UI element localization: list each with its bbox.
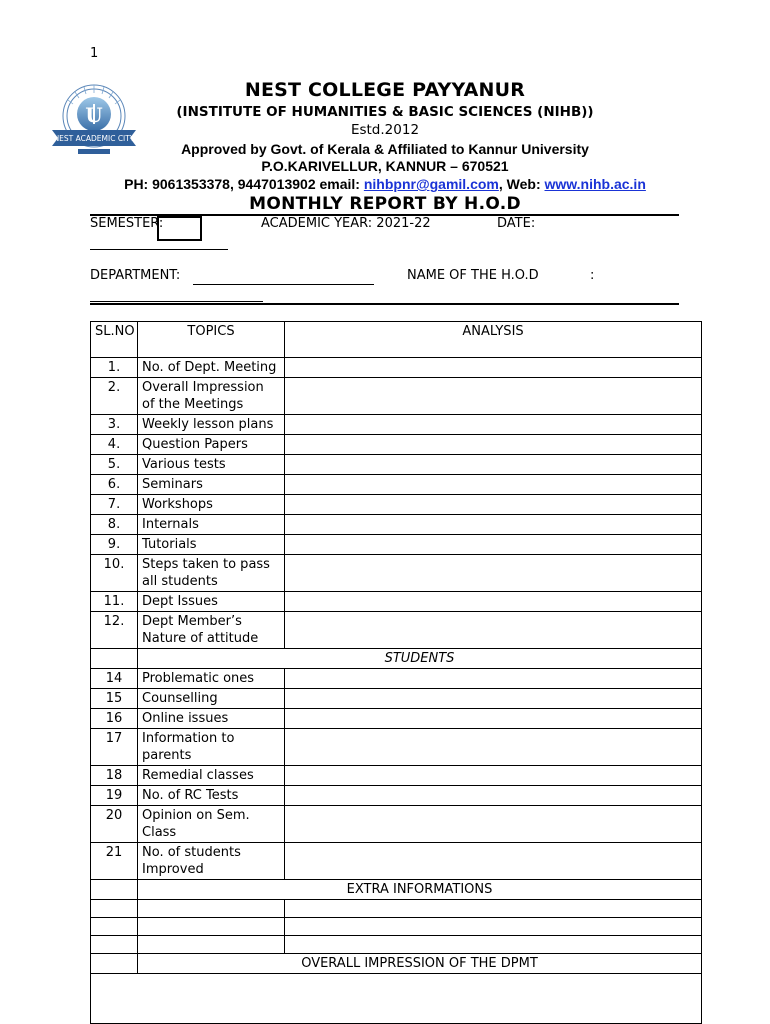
analysis-cell[interactable] [285,689,702,709]
row-sl: 3. [91,415,138,435]
table-row [91,435,702,455]
table-row [91,378,702,415]
analysis-cell[interactable] [285,555,702,592]
extra-section-row [91,880,702,900]
hod-colon: : [590,268,595,283]
empty-cell [91,954,138,974]
extra-row [91,936,702,954]
academic-year-label: ACADEMIC YEAR: 2021-22 [261,216,431,231]
department-field[interactable] [193,270,374,285]
table-row [91,843,702,880]
web-prefix: , Web: [498,176,545,192]
table-row [91,592,702,612]
row-topic: No. of Dept. Meeting [138,358,285,378]
table-row [91,358,702,378]
analysis-cell[interactable] [285,592,702,612]
students-section-row [91,649,702,669]
table-row [91,709,702,729]
row-sl: 8. [91,515,138,535]
hod-field[interactable] [90,289,263,302]
table-row [91,455,702,475]
date-field[interactable] [90,237,228,250]
logo-banner-text: NEST ACADEMIC CITY [53,134,135,143]
overall-impression-heading: OVERALL IMPRESSION OF THE DPMT [138,954,702,974]
row-topic: Dept Issues [138,592,285,612]
empty-cell[interactable] [91,900,138,918]
table-row [91,475,702,495]
row-topic: No. of students Improved [138,843,285,880]
analysis-cell[interactable] [285,495,702,515]
table-row [91,669,702,689]
analysis-cell[interactable] [285,378,702,415]
row-topic: Counselling [138,689,285,709]
analysis-cell[interactable] [285,669,702,689]
row-topic: Question Papers [138,435,285,455]
table-row [91,415,702,435]
row-sl: 17 [91,729,138,766]
analysis-cell[interactable] [285,435,702,455]
analysis-cell[interactable] [285,535,702,555]
row-sl: 21 [91,843,138,880]
table-row [91,729,702,766]
address-line: P.O.KARIVELLUR, KANNUR – 670521 [261,158,509,174]
row-topic: No. of RC Tests [138,786,285,806]
contact-line [0,176,770,192]
row-topic: Information to parents [138,729,285,766]
analysis-cell[interactable] [285,709,702,729]
row-sl: 2. [91,378,138,415]
row-sl: 14 [91,669,138,689]
row-topic: Internals [138,515,285,535]
row-sl: 18 [91,766,138,786]
table-row [91,689,702,709]
students-heading: STUDENTS [138,649,702,669]
row-sl: 15 [91,689,138,709]
table-row [91,786,702,806]
table-row [91,766,702,786]
empty-cell[interactable] [91,936,138,954]
phone-text: PH: 9061353378, 9447013902 email: [124,176,364,192]
row-topic: Tutorials [138,535,285,555]
empty-cell[interactable] [138,918,285,936]
report-title: MONTHLY REPORT BY H.O.D [249,194,521,214]
analysis-cell[interactable] [285,806,702,843]
row-sl: 20 [91,806,138,843]
analysis-cell[interactable] [285,455,702,475]
page-number: 1 [90,46,99,61]
report-table [90,321,702,1024]
row-topic: Opinion on Sem. Class [138,806,285,843]
analysis-cell[interactable] [285,766,702,786]
svg-text:U: U [85,103,103,127]
row-topic: Dept Member’s Nature of attitude [138,612,285,649]
empty-cell[interactable] [285,918,702,936]
row-sl: 4. [91,435,138,455]
row-topic: Remedial classes [138,766,285,786]
date-label: DATE: [497,216,536,231]
established-year: Estd.2012 [350,122,420,138]
table-row [91,495,702,515]
overall-impression-row [91,974,702,1024]
table-header-row [91,322,702,358]
row-sl: 5. [91,455,138,475]
analysis-cell[interactable] [285,729,702,766]
row-sl: 16 [91,709,138,729]
analysis-cell[interactable] [285,515,702,535]
row-sl: 10. [91,555,138,592]
empty-cell[interactable] [138,936,285,954]
empty-cell[interactable] [138,900,285,918]
email-link[interactable]: nihbpnr@gamil.com [363,176,499,192]
empty-cell [91,649,138,669]
row-sl: 1. [91,358,138,378]
sl-no-header: SL.NO [91,322,138,358]
website-link[interactable]: www.nihb.ac.in [544,176,646,192]
extra-info-heading: EXTRA INFORMATIONS [138,880,702,900]
analysis-cell[interactable] [285,843,702,880]
empty-cell [91,880,138,900]
topics-header: TOPICS [138,322,285,358]
analysis-cell[interactable] [285,475,702,495]
table-row [91,555,702,592]
row-sl: 9. [91,535,138,555]
row-topic: Overall Impression of the Meetings [138,378,285,415]
analysis-cell[interactable] [285,415,702,435]
analysis-cell[interactable] [285,358,702,378]
empty-cell[interactable] [285,900,702,918]
table-row [91,515,702,535]
overall-section-row [91,954,702,974]
row-topic: Workshops [138,495,285,515]
analysis-cell[interactable] [285,786,702,806]
row-sl: 6. [91,475,138,495]
row-sl: 11. [91,592,138,612]
row-topic: Seminars [138,475,285,495]
hod-label: NAME OF THE H.O.D [407,268,539,283]
extra-row [91,918,702,936]
row-topic: Steps taken to pass all students [138,555,285,592]
row-topic: Online issues [138,709,285,729]
semester-label: SEMESTER: [90,216,164,231]
approval-line: Approved by Govt. of Kerala & Affiliated to Kannur University [181,141,589,157]
row-sl: 12. [91,612,138,649]
overall-impression-cell[interactable] [91,974,702,1024]
analysis-header: ANALYSIS [285,322,702,358]
extra-row [91,900,702,918]
college-name: NEST COLLEGE PAYYANUR [244,79,526,101]
table-row [91,535,702,555]
row-sl: 19 [91,786,138,806]
institute-name: (INSTITUTE OF HUMANITIES & BASIC SCIENCES (NIHB)) [176,104,594,120]
fields-rule [90,303,679,305]
row-topic: Various tests [138,455,285,475]
analysis-cell[interactable] [285,612,702,649]
table-row [91,612,702,649]
table-row [91,806,702,843]
empty-cell[interactable] [91,918,138,936]
empty-cell[interactable] [285,936,702,954]
row-sl: 7. [91,495,138,515]
row-topic: Problematic ones [138,669,285,689]
row-topic: Weekly lesson plans [138,415,285,435]
department-label: DEPARTMENT: [90,268,181,283]
